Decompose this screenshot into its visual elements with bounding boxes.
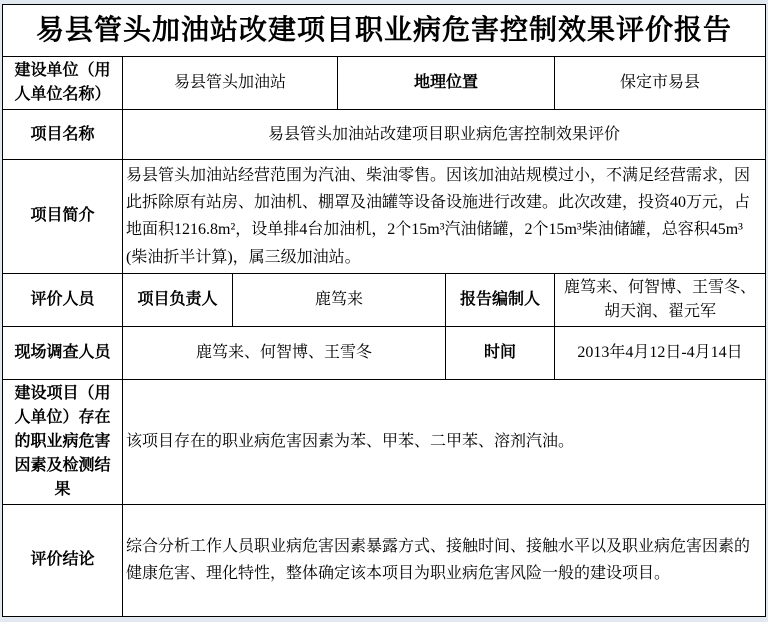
project-name-label: 项目名称 [3, 110, 123, 160]
project-name-value: 易县管头加油站改建项目职业病危害控制效果评价 [123, 110, 766, 160]
survey-time-value: 2013年4月12日-4月14日 [555, 326, 766, 379]
unit-label: 建设单位（用人单位名称） [3, 57, 123, 110]
unit-value: 易县管头加油站 [123, 57, 338, 110]
table-row-evaluators [3, 273, 766, 326]
table-row-title [3, 5, 766, 57]
location-label: 地理位置 [338, 57, 555, 110]
table-row-project-intro [3, 160, 766, 274]
table-row-hazards [3, 379, 766, 504]
survey-staff-value: 鹿笃来、何智博、王雪冬 [123, 326, 446, 379]
table-row-conclusion [3, 504, 766, 616]
conclusion-label: 评价结论 [3, 504, 123, 616]
project-intro-value: 易县管头加油站经营范围为汽油、柴油零售。因该加油站规模过小，不满足经营需求，因此拆除原有站房、加油机、棚罩及油罐等设备设施进行改建。此次改建，投资40万元，占地面积1216.8m²，设单排4台加油机，2个15m³汽油储罐，2个15m³柴油储罐，总容积45m³(柴油折半计算)，属三级加油站。 [123, 160, 766, 274]
conclusion-value: 综合分析工作人员职业病危害因素暴露方式、接触时间、接触水平以及职业病危害因素的健康危害、理化特性，整体确定该本项目为职业病危害风险一般的建设项目。 [123, 504, 766, 616]
survey-staff-label: 现场调查人员 [3, 326, 123, 379]
survey-time-label: 时间 [446, 326, 555, 379]
hazards-label: 建设项目（用人单位）存在的职业病危害因素及检测结果 [3, 379, 123, 504]
report-title: 易县管头加油站改建项目职业病危害控制效果评价报告 [3, 5, 766, 57]
project-intro-label: 项目简介 [3, 160, 123, 274]
report-writers-value: 鹿笃来、何智博、王雪冬、胡天润、翟元军 [555, 273, 766, 326]
table-row-survey [3, 326, 766, 379]
project-leader-label: 项目负责人 [123, 273, 233, 326]
project-leader-value: 鹿笃来 [233, 273, 446, 326]
location-value: 保定市易县 [555, 57, 766, 110]
table-row-unit [3, 57, 766, 110]
evaluators-label: 评价人员 [3, 273, 123, 326]
table-row-project-name [3, 110, 766, 160]
report-writers-label: 报告编制人 [446, 273, 555, 326]
hazards-value: 该项目存在的职业病危害因素为苯、甲苯、二甲苯、溶剂汽油。 [123, 379, 766, 504]
evaluation-report-table [2, 4, 766, 617]
